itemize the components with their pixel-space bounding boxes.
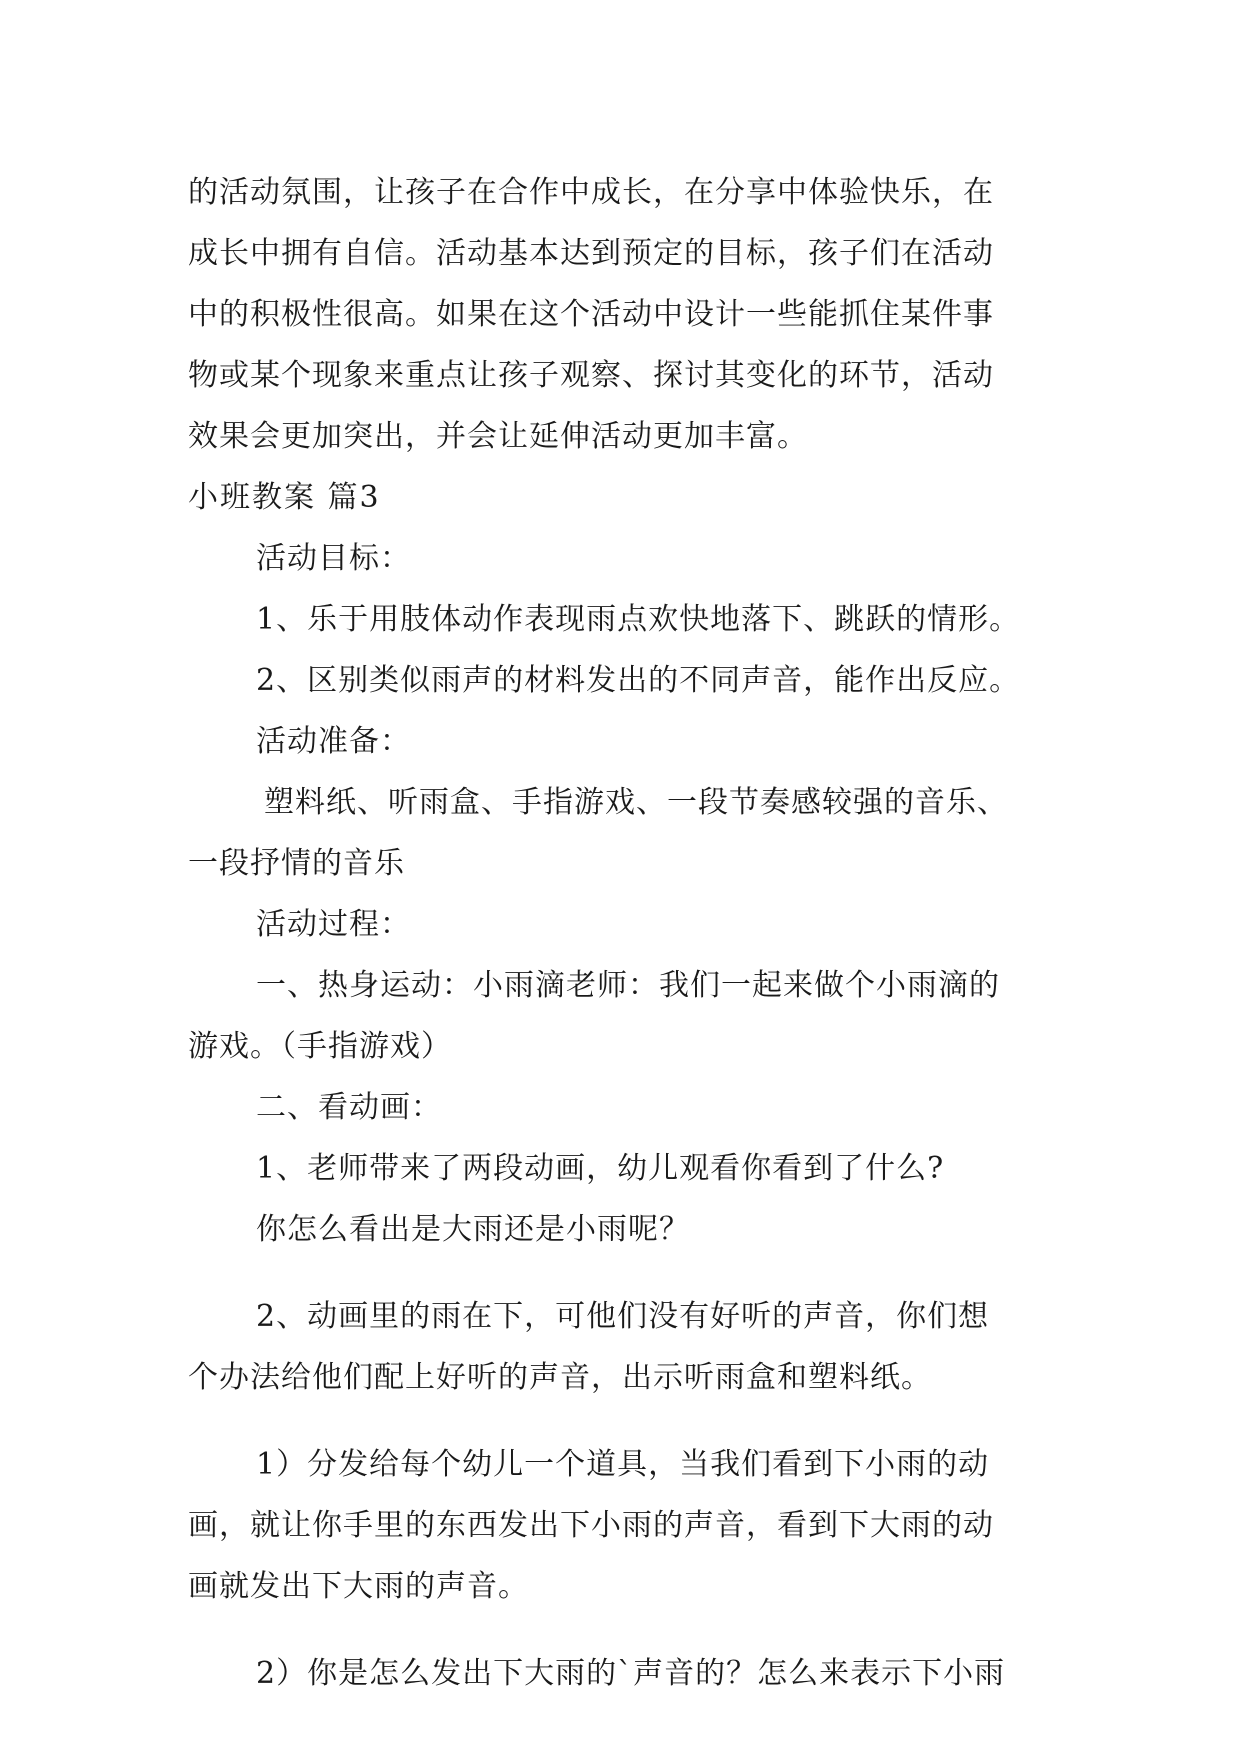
paragraph-line: 效果会更加突出，并会让延伸活动更加丰富。	[188, 419, 808, 454]
document-body	[188, 162, 1068, 1704]
process-step: 1、老师带来了两段动画，幼儿观看你看到了什么?	[256, 1151, 945, 1186]
process-step: 画就发出下大雨的声音。	[188, 1569, 529, 1604]
heading-activity-goals: 活动目标：	[256, 541, 411, 576]
preparation-text: 一段抒情的音乐	[188, 846, 405, 881]
paragraph-line: 成长中拥有自信。活动基本达到预定的目标，孩子们在活动	[188, 236, 994, 271]
process-step: 你怎么看出是大雨还是小雨呢？	[256, 1212, 690, 1247]
process-step: 二、看动画：	[256, 1090, 442, 1125]
paragraph-line: 的活动氛围，让孩子在合作中成长，在分享中体验快乐，在	[188, 175, 994, 210]
preparation-text: 塑料纸、听雨盒、手指游戏、一段节奏感较强的音乐、	[264, 785, 1008, 820]
process-step: 2、动画里的雨在下，可他们没有好听的声音，你们想	[256, 1299, 990, 1334]
paragraph-line: 物或某个现象来重点让孩子观察、探讨其变化的环节，活动	[188, 358, 994, 393]
process-step: 个办法给他们配上好听的声音，出示听雨盒和塑料纸。	[188, 1360, 932, 1395]
paragraph-line: 中的积极性很高。如果在这个活动中设计一些能抓住某件事	[188, 297, 994, 332]
heading-activity-preparation: 活动准备：	[256, 724, 411, 759]
goal-item: 2、区别类似雨声的材料发出的不同声音，能作出反应。	[256, 663, 1021, 698]
goal-item: 1、乐于用肢体动作表现雨点欢快地落下、跳跃的情形。	[256, 602, 1021, 637]
process-step: 游戏。（手指游戏）	[188, 1029, 452, 1064]
process-step: 2）你是怎么发出下大雨的`声音的？怎么来表示下小雨	[256, 1656, 1006, 1691]
process-step: 1）分发给每个幼儿一个道具，当我们看到下小雨的动	[256, 1447, 990, 1482]
section-title: 小班教案 篇3	[188, 480, 381, 515]
process-step: 一、热身运动：小雨滴老师：我们一起来做个小雨滴的	[256, 968, 1000, 1003]
heading-activity-process: 活动过程：	[256, 907, 411, 942]
process-step: 画，就让你手里的东西发出下小雨的声音，看到下大雨的动	[188, 1508, 994, 1543]
